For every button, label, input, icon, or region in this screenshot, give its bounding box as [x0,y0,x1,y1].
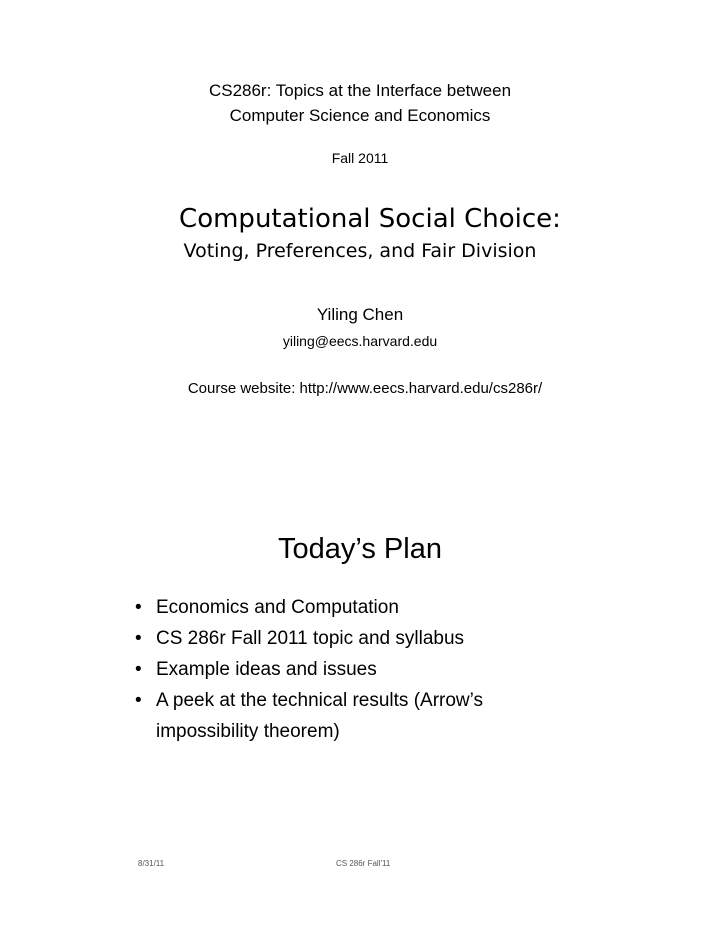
term: Fall 2011 [331,150,389,166]
plan-bullet-list [135,592,575,747]
course-title-line1: CS286r: Topics at the Interface between [208,81,512,100]
bullet-icon: • [135,690,142,711]
slide-plan [0,466,720,932]
list-item [135,592,575,623]
talk-title: Computational Social Choice: [179,204,561,234]
footer-date: 8/31/11 [138,859,165,868]
bullet-text: A peek at the technical results (Arrow’s impossibility theorem) [156,690,484,742]
bullet-text: Economics and Computation [156,597,399,618]
author-email: yiling@eecs.harvard.edu [282,333,438,349]
bullet-icon: • [135,659,142,680]
course-title-line2: Computer Science and Economics [229,106,491,125]
author-name: Yiling Chen [316,305,404,324]
bullet-icon: • [135,628,142,649]
bullet-text: Example ideas and issues [156,659,377,680]
list-item [135,623,575,654]
plan-title: Today’s Plan [278,533,442,565]
talk-subtitle: Voting, Preferences, and Fair Division [183,240,537,262]
course-title [0,78,720,128]
list-item [135,685,575,747]
list-item [135,654,575,685]
footer-course: CS 286r Fall'11 [336,859,391,868]
bullet-icon: • [135,597,142,618]
course-website: Course website: http://www.eecs.harvard.edu/cs286r/ [187,380,543,397]
bullet-text: CS 286r Fall 2011 topic and syllabus [156,628,465,649]
